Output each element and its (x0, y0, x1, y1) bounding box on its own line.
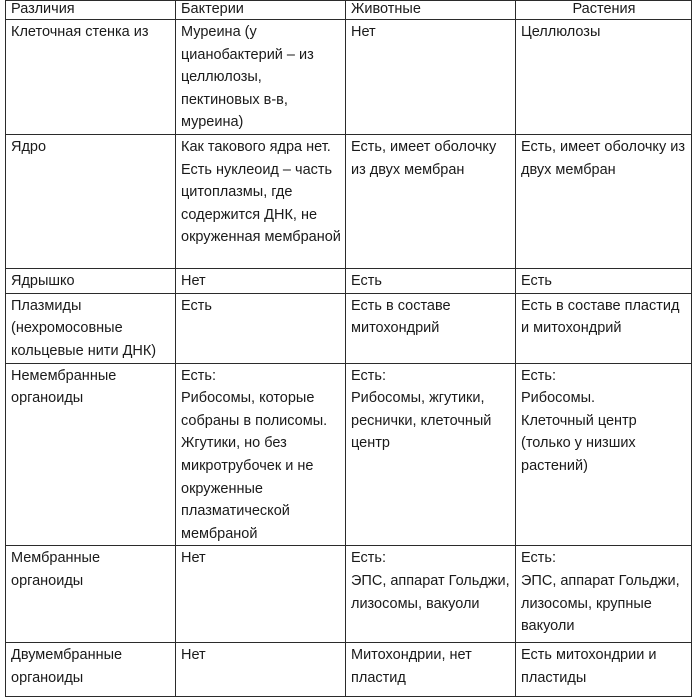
table-row-plasmids (6, 293, 692, 363)
header-animals: Животные (346, 1, 516, 20)
cell-bacteria: Нет (176, 268, 346, 293)
header-differences: Различия (6, 1, 176, 20)
cell-plants: Целлюлозы (516, 20, 692, 135)
cell-plants: Есть: ЭПС, аппарат Гольджи, лизосомы, крупные вакуоли (516, 546, 692, 643)
cell-feature: Клеточная стенка из (6, 20, 176, 135)
cell-feature: Мембранные органоиды (6, 546, 176, 643)
cell-animals: Есть в составе митохондрий (346, 293, 516, 363)
table-header-row (6, 1, 692, 20)
comparison-table-sheet (5, 0, 691, 692)
cell-feature: Немембранные органоиды (6, 363, 176, 546)
cell-plants: Есть: Рибосомы. Клеточный центр (только у низших растений) (516, 363, 692, 546)
cell-plants: Есть (516, 268, 692, 293)
table-row-non-membrane-organelles (6, 363, 692, 546)
cell-bacteria: Нет (176, 643, 346, 697)
cell-animals: Есть, имеет оболочку из двух мембран (346, 134, 516, 268)
table-row-nucleolus (6, 268, 692, 293)
cell-comparison-table (5, 0, 692, 697)
table-row-cell-wall (6, 20, 692, 135)
cell-animals: Митохондрии, нет пластид (346, 643, 516, 697)
cell-feature: Ядро (6, 134, 176, 268)
cell-feature: Плазмиды (нехромосовные кольцевые нити ДНК) (6, 293, 176, 363)
cell-feature: Двумембранные органоиды (6, 643, 176, 697)
cell-plants: Есть, имеет оболочку из двух мембран (516, 134, 692, 268)
cell-animals: Есть: Рибосомы, жгутики, реснички, клеточный центр (346, 363, 516, 546)
table-row-nucleus (6, 134, 692, 268)
cell-plants: Есть митохондрии и пластиды (516, 643, 692, 697)
cell-bacteria: Нет (176, 546, 346, 643)
cell-plants: Есть в составе пластид и митохондрий (516, 293, 692, 363)
cell-bacteria: Есть (176, 293, 346, 363)
table-row-membrane-organelles (6, 546, 692, 643)
cell-bacteria: Муреина (у цианобактерий – из целлюлозы, пектиновых в-в, муреина) (176, 20, 346, 135)
cell-animals: Есть (346, 268, 516, 293)
cell-animals: Есть: ЭПС, аппарат Гольджи, лизосомы, вакуоли (346, 546, 516, 643)
header-plants: Растения (516, 1, 692, 20)
cell-bacteria: Есть: Рибосомы, которые собраны в полисомы. Жгутики, но без микротрубочек и не окруженные плазматической мембраной (176, 363, 346, 546)
cell-animals: Нет (346, 20, 516, 135)
table-row-double-membrane-organelles (6, 643, 692, 697)
header-bacteria: Бактерии (176, 1, 346, 20)
cell-bacteria: Как такового ядра нет. Есть нуклеоид – часть цитоплазмы, где содержится ДНК, не окруженная мембраной (176, 134, 346, 268)
cell-feature: Ядрышко (6, 268, 176, 293)
